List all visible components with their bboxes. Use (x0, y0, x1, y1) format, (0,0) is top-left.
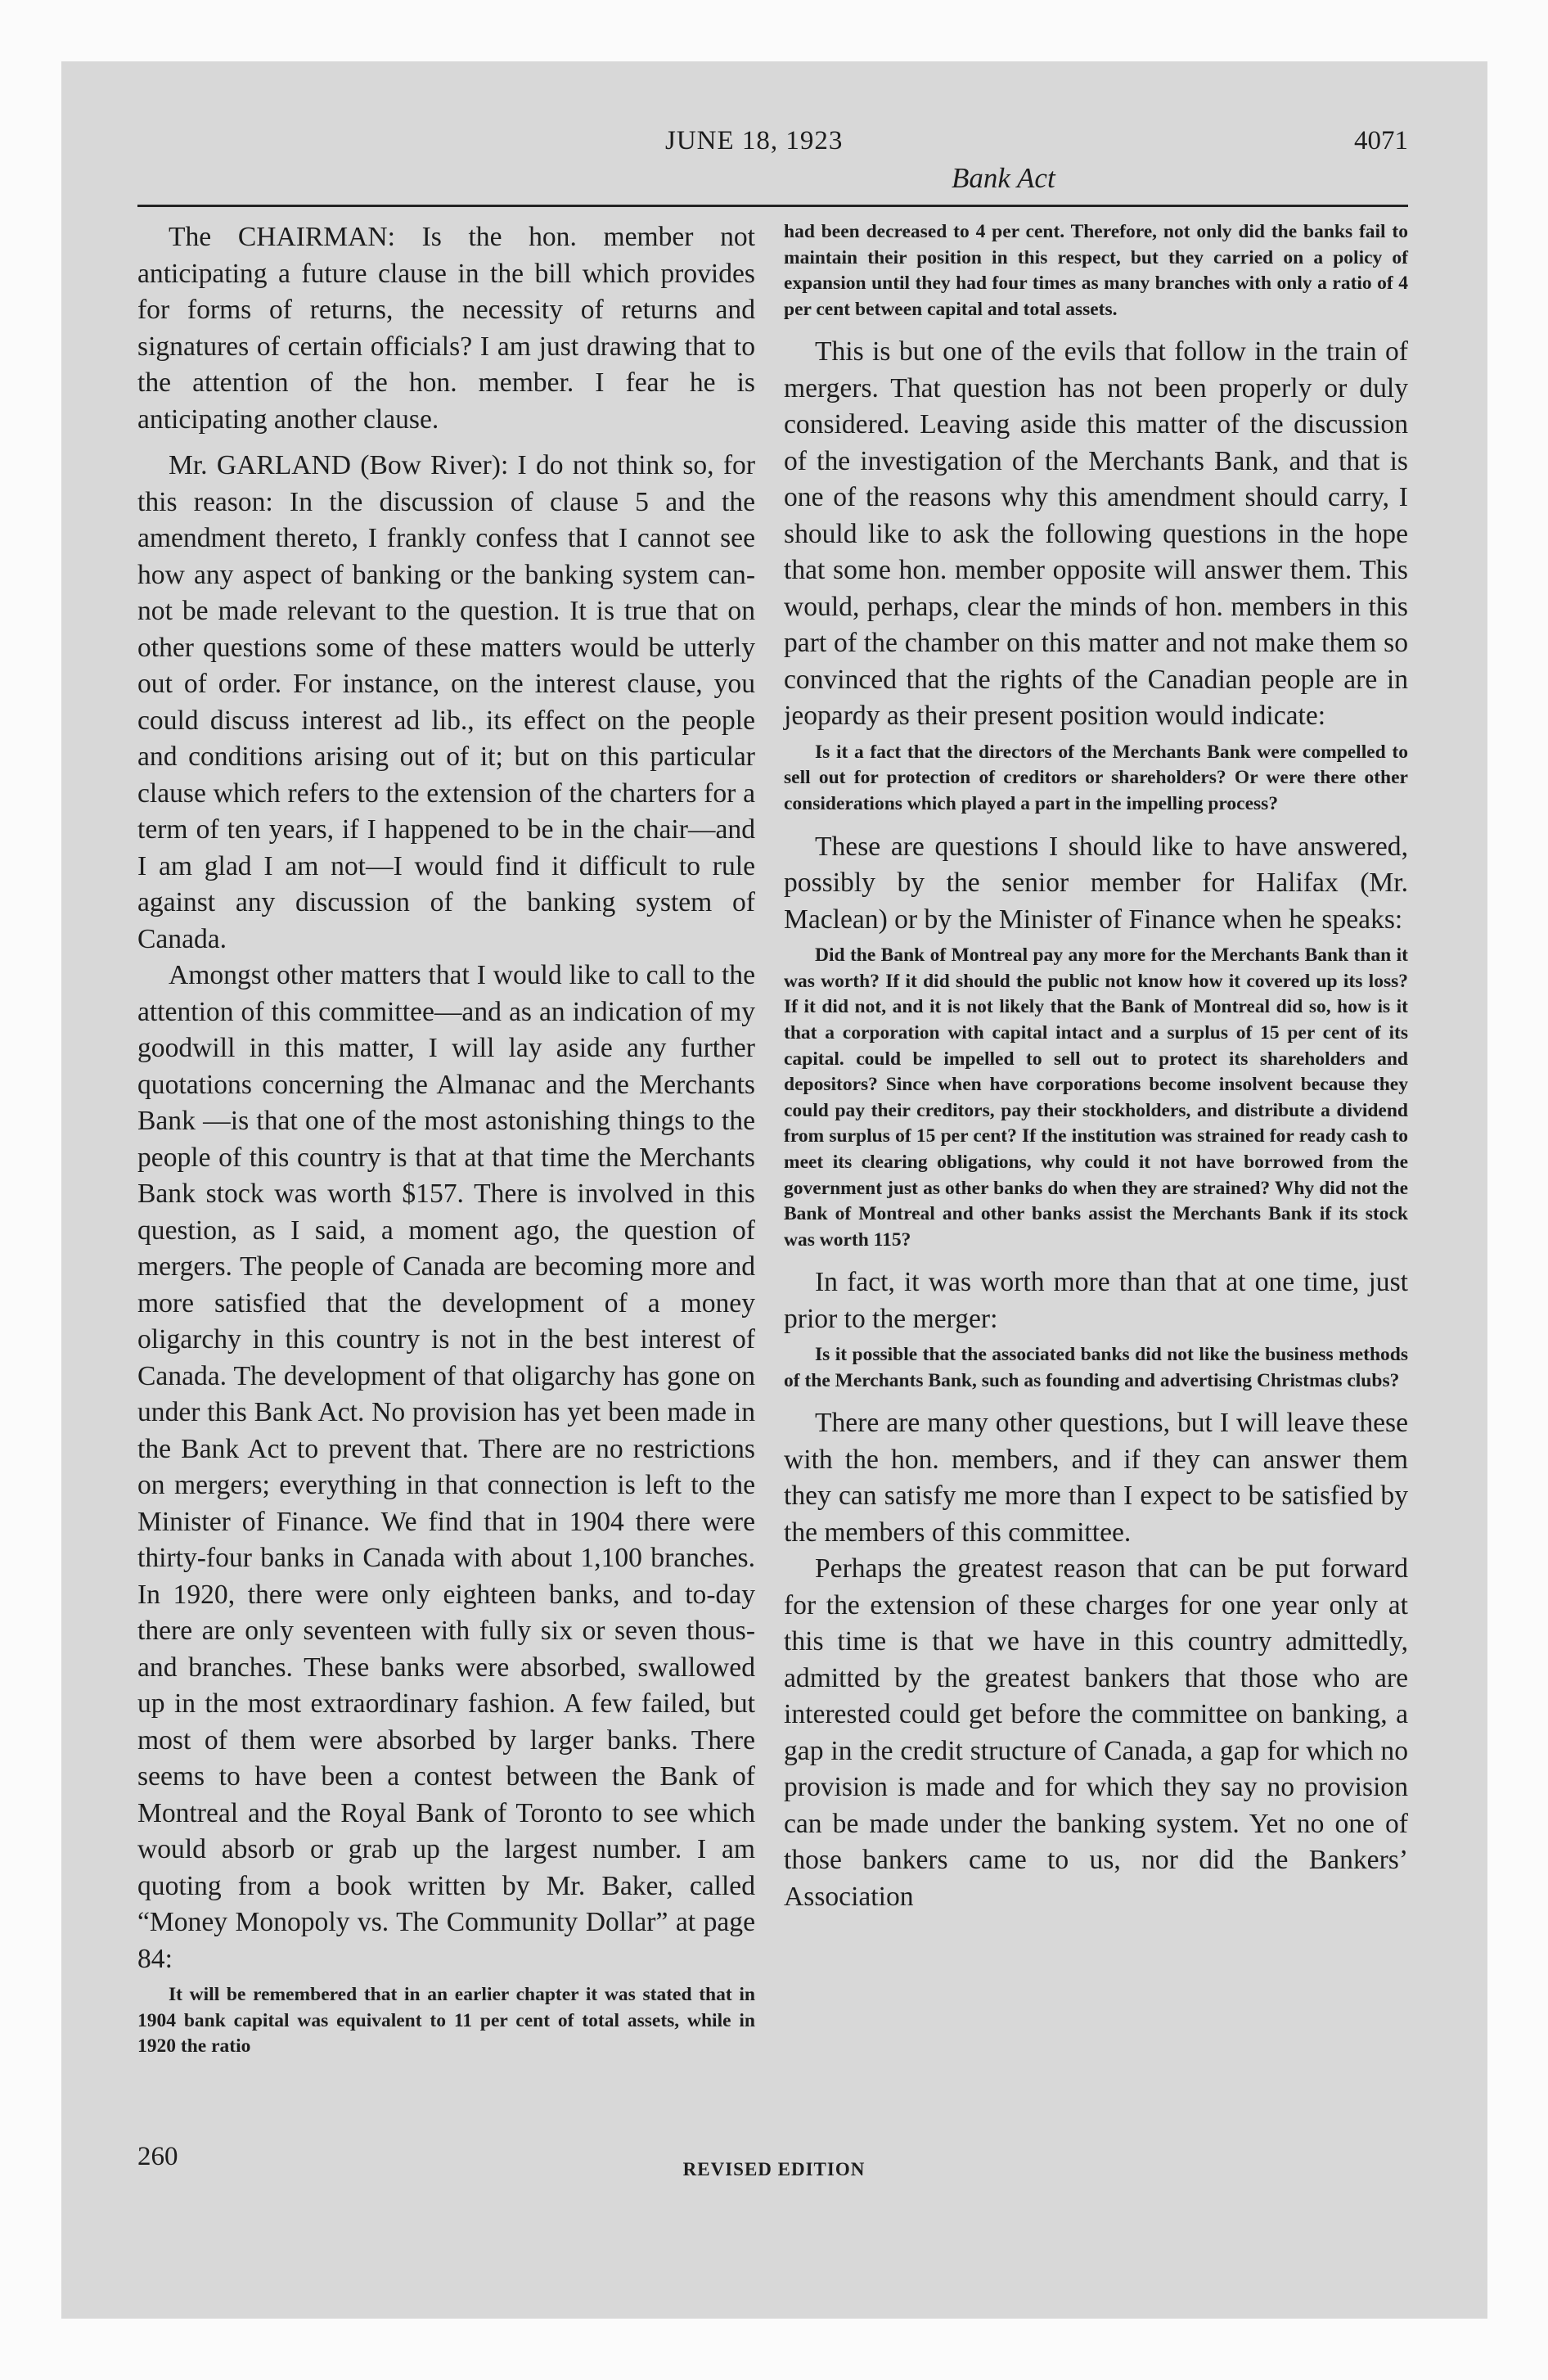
header-date: JUNE 18, 1923 (665, 126, 844, 156)
folio-number: 260 (137, 2142, 178, 2171)
footer-edition: REVISED EDITION (682, 2159, 866, 2179)
block-quote: Did the Bank of Montreal pay any more for the Merchants Bank than it was worth? If it did should the public not know how it covered up its loss? If it did not, and it is not likely that the Bank of Montreal did so, how is it that a corporation with capital intact and a surplus of 15 per cent of its capital. could be impelled to sell out to protect its shareholders and depositors? Since when have corporations become insolvent because they could pay their creditors, pay their stockholders, and distribute a dividend from surplus of 15 per cent? If the institution was strained for ready cash to meet its clearing obligations, why could it not have borrowed from the government just as other banks do when they are strained? Why did not the Bank of Montreal and other banks assist the Merchants Bank if its stock was worth 115? (784, 944, 1408, 1251)
block-quote: Is it possible that the associated banks did not like the business methods of the Merchants Bank, such as founding and advertising Christmas clubs? (784, 1344, 1408, 1391)
paragraph: Mr. GARLAND (Bow River): I do not think so, for this reason: In the discussion of clause 5 and the amendment thereto, I frankly confess that I cannot see how any aspect of banking or the banking system cannot be made relevant to the question. It is true that on other questions some of these matters would be utterly out of order. For instance, on the interest clause, you could discuss interest ad lib., its effect on the people and conditions arising out of it; but on this particular clause which refers to the extension of the charters for a term of ten years, if I happened to be in the chair—and I am glad I am not—I would find it difficult to rule against any discussion of the banking system of Canada. (137, 450, 755, 954)
paragraph: In fact, it was worth more than that at one time, just prior to the merger: (784, 1267, 1408, 1334)
block-quote: It will be remembered that in an earlier chapter it was stated that in 1904 bank capital was equivalent to 11 per cent of total assets, while in 1920 the ratio (137, 1984, 755, 2058)
paragraph: These are questions I should like to have answered, possibly by the senior member for Halifax (Mr. Maclean) or by the Minister of Finance when he speaks: (784, 831, 1408, 935)
paragraph: Amongst other matters that I would like to call to the attention of this committee—and as an indication of my goodwill in this matter, I will lay aside any further quotations concerning the Almanac and the Merchants Bank —is that one of the most astonishing things to the people of this country is that at that time the Merchants Bank stock was worth $157. There is involved in this question, as I said, a moment ago, the question of mergers. The people of Canada are becoming more and more satisfied that the development of a money oligarchy in this country is not in the best interest of Canada. The development of that oligarchy has gone on under this Bank Act. No provision has yet been made in the Bank Act to prevent that. There are no restrictions on mergers; everything in that connection is left to the Minister of Finance. We find that in 1904 there were thirty-four banks in Canada with about 1,100 branches. In 1920, there were only eighteen banks, and to-day there are only seventeen with fully six or seven thousand branches. These banks were absorbed, swallowed up in the most extraordinary fashion. A few failed, but most of them were absorbed by larger banks. There seems to have been a contest between the Bank of Montreal and the Royal Bank of Toronto to see which would absorb or grab up the largest number. I am quoting from a book written by Mr. Baker, called “Money Monopoly vs. The Community Dollar” at page 84: (137, 960, 755, 1974)
paragraph: Perhaps the greatest reason that can be put forward for the extension of these charges for one year only at this time is that we have in this country admittedly, admitted by the greatest bankers that those who are interested could get before the committee on banking, a gap in the credit structure of Canada, a gap for which no provision is made and for which they say no provision can be made under the banking system. Yet no one of those bankers came to us, nor did the Bankers’ Association (784, 1553, 1408, 1912)
block-quote: had been decreased to 4 per cent. Therefore, not only did the banks fail to maintain their position in this respect, but they carried on a policy of expansion until they had four times as many branches with only a ratio of 4 per cent between capital and total assets. (784, 221, 1408, 320)
paragraph: This is but one of the evils that follow in the train of mergers. That question has not been properly or duly considered. Leaving aside this matter of the discussion of the investigation of the Merchants Bank, and that is one of the reasons why this amendment should carry, I should like to ask the following questions in the hope that some hon. member opposite will answer them. This would, perhaps, clear the minds of hon. members in this part of the chamber on this matter and not make them so convinced that the rights of the Canadian people are in jeopardy as their present position would indicate: (784, 336, 1408, 732)
block-quote: Is it a fact that the directors of the Merchants Bank were compelled to sell out for protection of creditors or shareholders? Or were there other considerations which played a part in the impelling process? (784, 741, 1408, 815)
page-header (137, 115, 1408, 205)
right-column (784, 219, 1408, 1915)
header-section-title: Bank Act (952, 162, 1055, 194)
header-rule (137, 205, 1408, 207)
paragraph: The CHAIRMAN: Is the hon. member not anticipating a future clause in the bill which provides for forms of returns, the necessity of returns and signatures of certain officials? I am just drawing that to the attention of the hon. member. I fear he is anticipating another clause. (137, 222, 755, 435)
left-column (137, 219, 755, 2071)
paragraph: There are many other questions, but I will leave these with the hon. members, and if they can answer them they can satisfy me more than I expect to be satisfied by the members of this committee. (784, 1408, 1408, 1548)
header-page-number: 4071 (1354, 126, 1408, 156)
